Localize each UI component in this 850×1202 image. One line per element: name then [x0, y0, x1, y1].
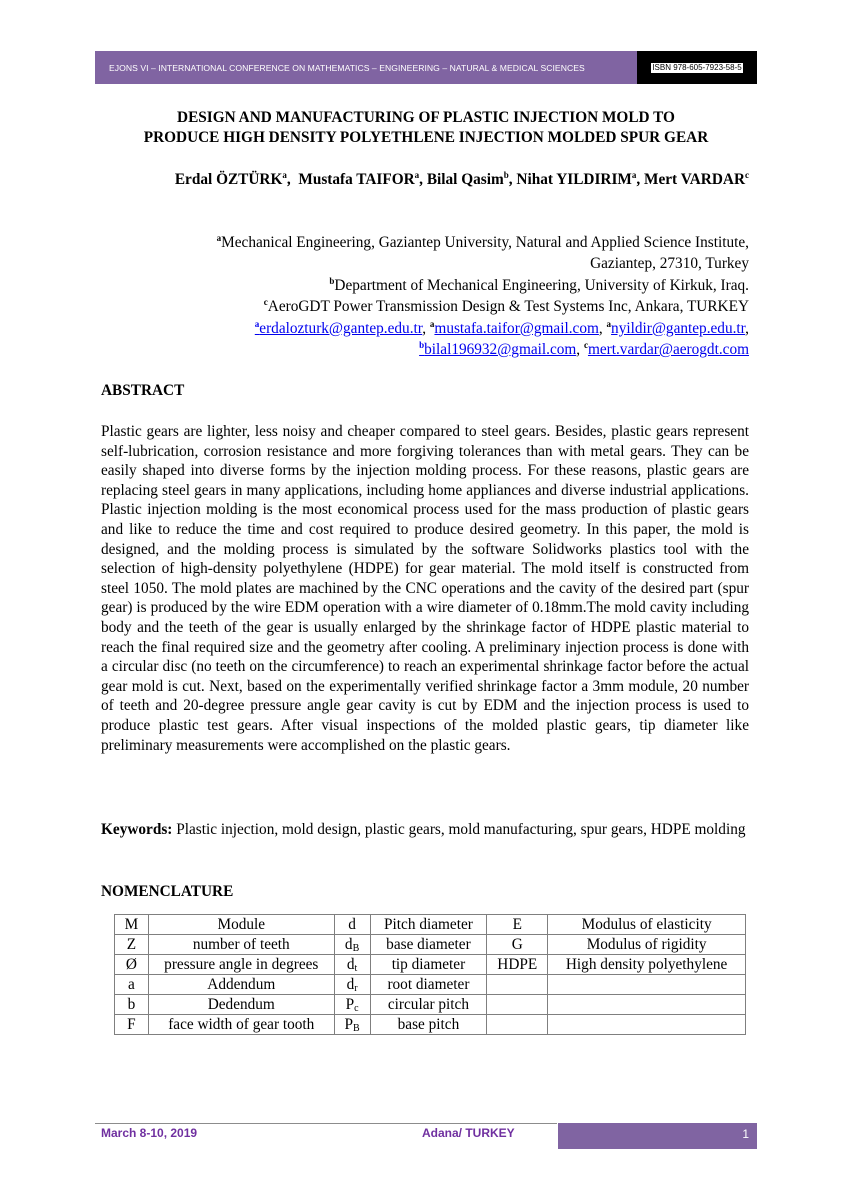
symbol-cell — [334, 1015, 370, 1035]
description-cell — [370, 975, 487, 995]
description-cell — [548, 915, 746, 935]
description-cell-text: Pitch diameter — [384, 916, 473, 933]
description-cell — [548, 975, 746, 995]
table-row — [115, 915, 746, 935]
symbol-subscript: t — [354, 963, 358, 974]
symbol-cell-text: d — [344, 936, 353, 953]
isbn-box — [637, 51, 757, 84]
table-row — [115, 935, 746, 955]
description-cell — [148, 975, 334, 995]
affiliation-a — [120, 232, 749, 253]
description-cell — [370, 915, 487, 935]
keywords — [101, 820, 749, 840]
symbol-cell-text: HDPE — [497, 956, 538, 973]
description-cell-text: Modulus of rigidity — [586, 936, 707, 953]
affiliation-c — [120, 296, 749, 317]
symbol-cell-text: d — [346, 956, 355, 973]
symbol-cell-text: b — [127, 996, 136, 1013]
symbol-cell-text: Ø — [125, 956, 137, 973]
footer-date: March 8-10, 2019 — [101, 1126, 198, 1140]
isbn-label: ISBN 978-605-7923-58-5 — [652, 62, 742, 72]
description-cell — [548, 1015, 746, 1035]
symbol-cell-text: G — [511, 936, 523, 953]
email-link[interactable]: nyildir@gantep.edu.tr — [611, 319, 746, 337]
description-cell-text: pressure angle in degrees — [164, 956, 319, 973]
symbol-cell — [334, 915, 370, 935]
conference-header-bar — [95, 51, 757, 84]
description-cell-text: number of teeth — [192, 936, 290, 953]
title-line-2: PRODUCE HIGH DENSITY POLYETHLENE INJECTION MOLDED SPUR GEAR — [143, 129, 709, 146]
description-cell — [370, 1015, 487, 1035]
symbol-cell — [487, 1015, 548, 1035]
symbol-cell-text: a — [128, 976, 135, 993]
description-cell — [370, 995, 487, 1015]
email-mark: b — [419, 340, 425, 351]
affiliation-b — [120, 275, 749, 296]
email-link[interactable] — [255, 320, 422, 337]
description-cell — [148, 915, 334, 935]
email-link[interactable]: mert.vardar@aerogdt.com — [587, 341, 749, 359]
email-address: erdalozturk@gantep.edu.tr — [259, 319, 423, 337]
description-cell — [370, 935, 487, 955]
symbol-cell-text: Z — [126, 936, 137, 953]
symbol-cell — [115, 915, 149, 935]
keywords-label: Keywords: — [101, 821, 173, 838]
affiliation-text: Mechanical Engineering, Gaziantep University, Natural and Applied Science Institute, — [221, 234, 749, 251]
symbol-cell — [115, 975, 149, 995]
description-cell-text: Dedendum — [207, 996, 275, 1013]
description-cell-text: root diameter — [387, 976, 470, 993]
symbol-subscript: c — [354, 1003, 359, 1014]
affiliation-mark: c — [263, 297, 268, 308]
description-cell — [370, 955, 487, 975]
symbol-cell — [487, 955, 548, 975]
symbol-cell — [334, 995, 370, 1015]
description-cell — [148, 995, 334, 1015]
email-mark: a — [254, 318, 260, 329]
email-line-1: $^a$erdalozturk@gantep.edu.tr, $^a$mustafa.taifor@gmail.com, $^a$nyildir@gantep.edu.tr, — [254, 318, 749, 337]
affiliations — [120, 232, 749, 360]
author-name: Mert VARDAR — [644, 171, 745, 188]
table-row — [115, 975, 746, 995]
symbol-cell-text: E — [512, 916, 522, 933]
description-cell-text: Module — [217, 916, 266, 933]
email-link[interactable] — [419, 341, 576, 358]
symbol-subscript: B — [352, 943, 360, 954]
author-name: Nihat YILDIRIM — [516, 171, 632, 188]
description-cell — [548, 935, 746, 955]
description-cell-text: base pitch — [397, 1016, 460, 1033]
email-mark: a — [429, 318, 435, 329]
description-cell-text: Addendum — [207, 976, 276, 993]
symbol-cell — [487, 915, 548, 935]
table-row — [115, 995, 746, 1015]
author-affiliation-mark: c — [745, 170, 749, 180]
affiliation-mark: b — [329, 275, 335, 286]
author-affiliation-mark: a — [631, 170, 637, 180]
symbol-cell-text: d — [346, 976, 355, 993]
symbol-cell-text: M — [124, 916, 139, 933]
affiliation-a-line2: Gaziantep, 27310, Turkey — [590, 255, 749, 273]
symbol-cell — [115, 935, 149, 955]
paper-title — [95, 108, 757, 148]
description-cell-text: face width of gear tooth — [168, 1016, 315, 1033]
description-cell — [548, 995, 746, 1015]
symbol-cell — [334, 935, 370, 955]
footer-rule — [95, 1123, 557, 1124]
symbol-cell-text: F — [127, 1016, 136, 1033]
symbol-subscript: B — [353, 1023, 360, 1034]
table-row — [115, 955, 746, 975]
affiliation-mark: a — [216, 233, 222, 243]
symbol-subscript: r — [354, 983, 358, 994]
author-name: Erdal ÖZTÜRK — [174, 171, 283, 188]
description-cell-text: Modulus of elasticity — [581, 916, 712, 933]
symbol-cell — [487, 995, 548, 1015]
description-cell-text: High density polyethylene — [565, 956, 728, 973]
author-affiliation-mark: a — [282, 170, 287, 180]
email-address: bilal196932@gmail.com — [424, 341, 577, 359]
author-list: Erdal ÖZTÜRK$^a$, Mustafa TAIFOR$^a$, Bilal Qasim$^b$, Nihat YILDIRIM$^a$, Mert VARDAR$^c$ — [174, 170, 749, 188]
symbol-cell-text: P — [344, 1016, 354, 1033]
abstract-body: Plastic gears are lighter, less noisy and cheaper compared to steel gears. Besides, plastic gears represent self-lubrication, corrosion resistance and more forgiving tolerances than with metal gears. They can be easily shaped into diverse forms by the injection molding process. For these reasons, plastic gears are replacing steel gears in many applications, including home appliances and diverse industrial applications. Plastic injection molding is the most economical process used for the mass production of plastic gears and like to reduce the time and cost required to produce desired geometry. In this paper, the mold is designed, and the molding process is simulated by the software Solidworks plastics tool with the selection of high-density polyethylene (HDPE) for gear material. The mold itself is constructed from steel 1050. The mold plates are machined by the CNC operations and the cavity of the desired part (spur gear) is produced by the wire EDM operation with a wire diameter of 0.18mm.The mold cavity including body and the teeth of the gear is usually enlarged by the shrinkage factor of HDPE plastic material to reach the final required size and the geometry after cooling. A preliminary injection process is done with a circular disc (no teeth on the circumference) to reach an experimental shrinkage factor before the actual gear mold is cut. Next, based on the experimentally verified shrinkage factor a 3mm module, 20 number of teeth and 20-degree pressure angle gear cavity is cut by EDM and the injection process is used to produce plastic test gears. After visual inspections of the molded plastic gears, tip diameter like preliminary measurements were accomplished on the plastic gears. — [101, 423, 749, 754]
table-row — [115, 1015, 746, 1035]
affiliation-text: Department of Mechanical Engineering, University of Kirkuk, Iraq. — [334, 276, 749, 294]
abstract-heading: ABSTRACT — [101, 382, 185, 399]
conference-name: EJONS VI – INTERNATIONAL CONFERENCE ON MATHEMATICS – ENGINEERING – NATURAL & MEDICAL SCIENCES — [109, 62, 585, 73]
symbol-cell — [487, 935, 548, 955]
author-affiliation-mark: a — [414, 170, 420, 180]
symbol-cell-text: d — [348, 916, 356, 933]
description-cell — [548, 955, 746, 975]
author-name: Mustafa TAIFOR — [298, 171, 415, 188]
symbol-cell — [115, 1015, 149, 1035]
email-mark: a — [606, 318, 612, 329]
footer-location: Adana/ TURKEY — [422, 1126, 515, 1140]
email-link[interactable]: mustafa.taifor@gmail.com — [434, 319, 599, 337]
author-affiliation-mark: b — [503, 170, 509, 180]
affiliation-text: AeroGDT Power Transmission Design & Test Systems Inc, Ankara, TURKEY — [267, 298, 749, 316]
description-cell — [148, 955, 334, 975]
description-cell — [148, 1015, 334, 1035]
nomenclature-table — [114, 914, 746, 1035]
email-mark: c — [583, 340, 588, 351]
footer-page-box — [558, 1123, 757, 1149]
symbol-cell-text: P — [345, 996, 355, 1013]
symbol-cell — [115, 995, 149, 1015]
symbol-cell — [334, 975, 370, 995]
keywords-text: Plastic injection, mold design, plastic gears, mold manufacturing, spur gears, HDPE molding — [176, 821, 746, 838]
symbol-cell — [334, 955, 370, 975]
symbol-cell — [115, 955, 149, 975]
author-name: Bilal Qasim — [426, 171, 504, 188]
page-number: 1 — [742, 1127, 749, 1141]
description-cell-text: tip diameter — [391, 956, 466, 973]
description-cell — [148, 935, 334, 955]
nomenclature-heading: NOMENCLATURE — [101, 883, 234, 900]
description-cell-text: circular pitch — [387, 996, 469, 1013]
title-line-1: DESIGN AND MANUFACTURING OF PLASTIC INJECTION MOLD TO — [177, 109, 675, 126]
email-line-2: $^b$bilal196932@gmail.com, $^c$mert.vardar@aerogdt.com — [419, 340, 749, 359]
symbol-cell — [487, 975, 548, 995]
description-cell-text: base diameter — [386, 936, 471, 953]
